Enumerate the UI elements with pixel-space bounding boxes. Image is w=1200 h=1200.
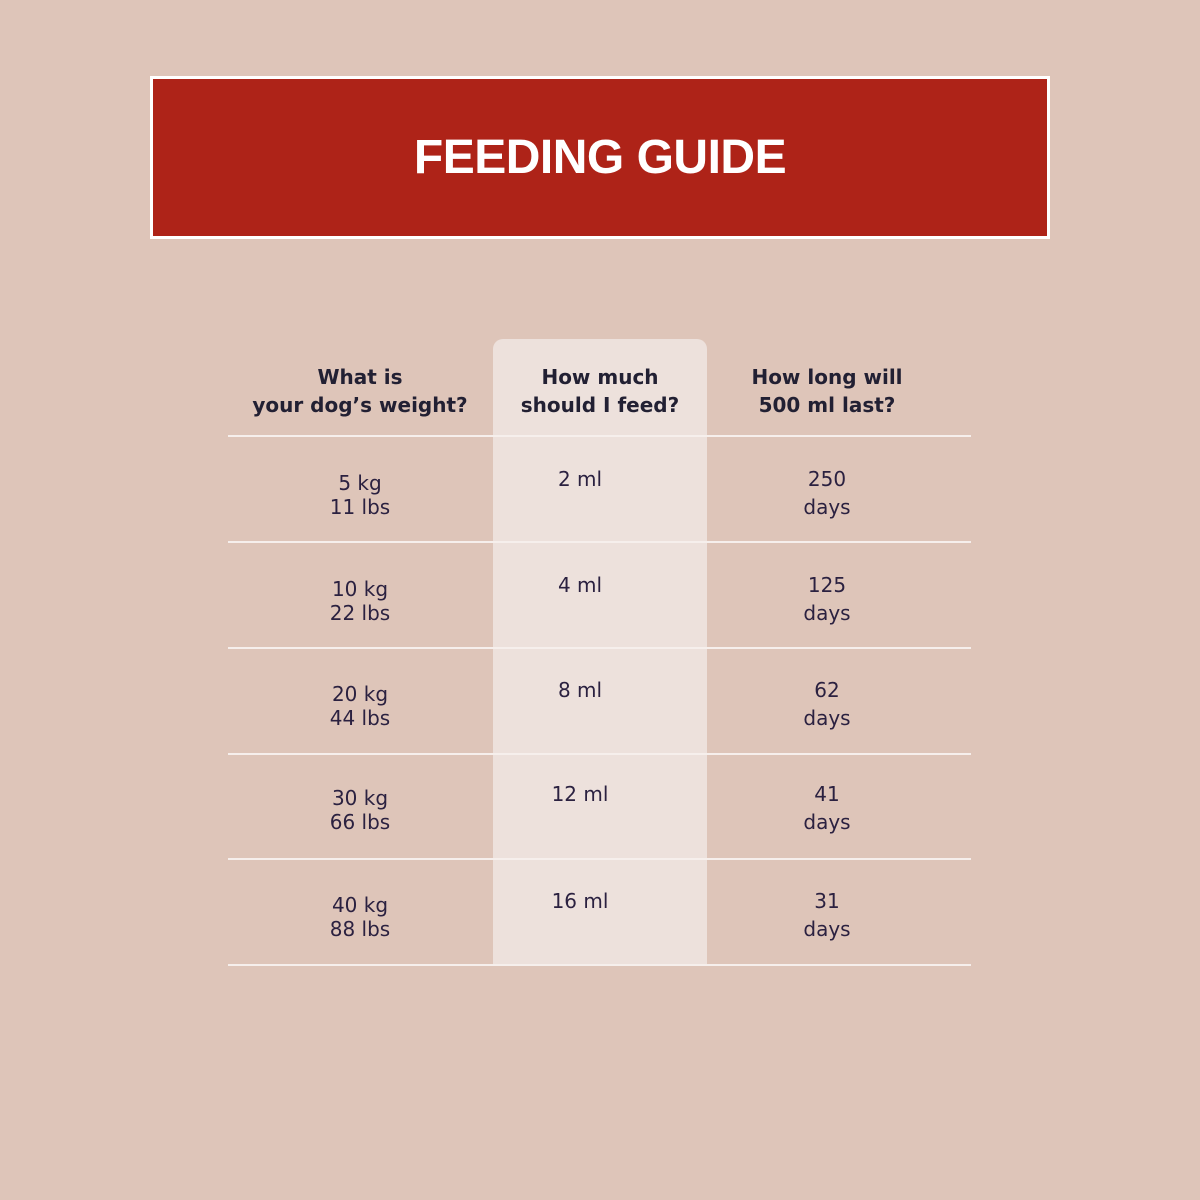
weight-cell: 5 kg 11 lbs bbox=[329, 471, 391, 519]
amount-cell: 16 ml bbox=[551, 889, 609, 913]
table-row bbox=[228, 437, 971, 541]
amount-cell: 8 ml bbox=[557, 678, 603, 702]
table-header-row bbox=[228, 339, 971, 436]
weight-cell: 40 kg 88 lbs bbox=[329, 893, 391, 941]
header-duration: How long will 500 ml last? bbox=[751, 365, 903, 417]
duration-cell: 62 days bbox=[803, 678, 851, 730]
row-divider bbox=[228, 964, 971, 966]
table-row bbox=[228, 859, 971, 963]
duration-cell: 125 days bbox=[803, 573, 851, 625]
header-weight: What is your dog’s weight? bbox=[252, 365, 468, 417]
weight-cell: 10 kg 22 lbs bbox=[329, 577, 391, 625]
title-banner bbox=[150, 76, 1050, 239]
header-amount: How much should I feed? bbox=[520, 365, 680, 417]
table-row bbox=[228, 543, 971, 647]
weight-cell: 20 kg 44 lbs bbox=[329, 682, 391, 730]
table-row bbox=[228, 648, 971, 752]
weight-cell: 30 kg 66 lbs bbox=[329, 786, 391, 834]
duration-cell: 31 days bbox=[803, 889, 851, 941]
amount-cell: 12 ml bbox=[551, 782, 609, 806]
amount-cell: 4 ml bbox=[557, 573, 603, 597]
duration-cell: 250 days bbox=[803, 467, 851, 519]
table-row bbox=[228, 752, 971, 856]
amount-cell: 2 ml bbox=[557, 467, 603, 491]
duration-cell: 41 days bbox=[803, 782, 851, 834]
page-title: FEEDING GUIDE bbox=[413, 130, 787, 184]
feeding-table bbox=[228, 339, 971, 941]
